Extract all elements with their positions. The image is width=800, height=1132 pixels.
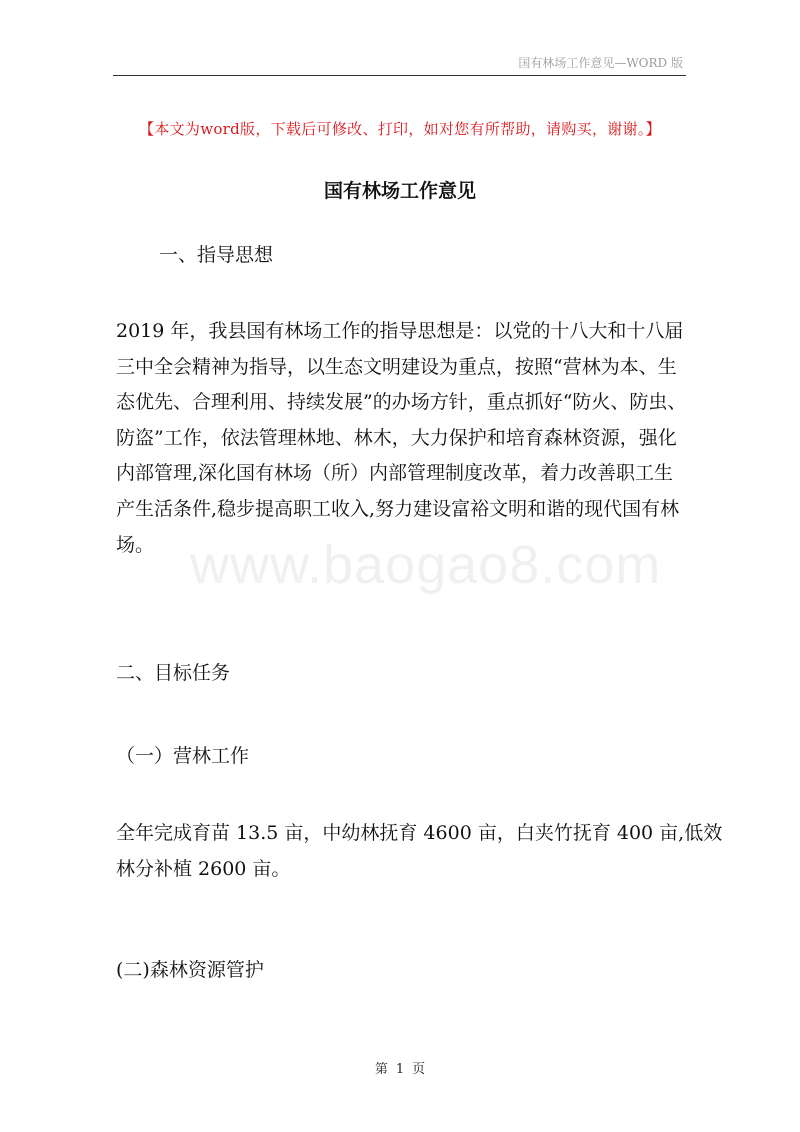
paragraph-afforestation	[116, 816, 723, 887]
section-heading-guiding-thought: 一、指导思想	[159, 244, 274, 266]
running-header: 国有林场工作意见—WORD 版	[518, 56, 683, 70]
page-number: 1	[395, 1062, 405, 1077]
footer-prefix: 第	[374, 1062, 388, 1077]
paragraph-guiding-thought	[116, 314, 690, 563]
paragraph-line: 林分补植 2600 亩。	[116, 857, 291, 880]
footer-suffix: 页	[412, 1062, 426, 1077]
section-heading-targets: 二、目标任务	[116, 662, 231, 684]
page-footer	[0, 1058, 800, 1077]
paragraph-line: 三中全会精神为指导，以生态文明建设为重点，按照“营林为本、生	[116, 355, 677, 378]
paragraph-line: 内部管理,深化国有林场（所）内部管理制度改革，着力改善职工生	[116, 462, 674, 485]
paragraph-line: 产生活条件,稳步提高职工收入,努力建设富裕文明和谐的现代国有林	[116, 497, 680, 520]
watermark: www.baogao8.com	[190, 535, 662, 595]
paragraph-line: 2019 年，我县国有林场工作的指导思想是：以党的十八大和十八届	[116, 320, 684, 342]
document-title: 国有林场工作意见	[323, 180, 476, 202]
paragraph-line: 态优先、合理利用、持续发展”的办场方针，重点抓好“防火、防虫、	[116, 391, 687, 414]
subheading-forest-resources: (二)森林资源管护	[116, 959, 264, 981]
subheading-afforestation: （一）营林工作	[116, 745, 250, 767]
paragraph-line: 全年完成育苗 13.5 亩，中幼林抚育 4600 亩，白夹竹抚育 400 亩,低效	[116, 822, 723, 844]
purchase-notice: 【本文为word版，下载后可修改、打印，如对您有所帮助，请购买，谢谢。】	[139, 120, 661, 138]
paragraph-line: 防盗”工作，依法管理林地、林木，大力保护和培育森林资源，强化	[116, 426, 677, 449]
header-rule	[113, 75, 686, 76]
paragraph-line: 场。	[116, 533, 155, 556]
